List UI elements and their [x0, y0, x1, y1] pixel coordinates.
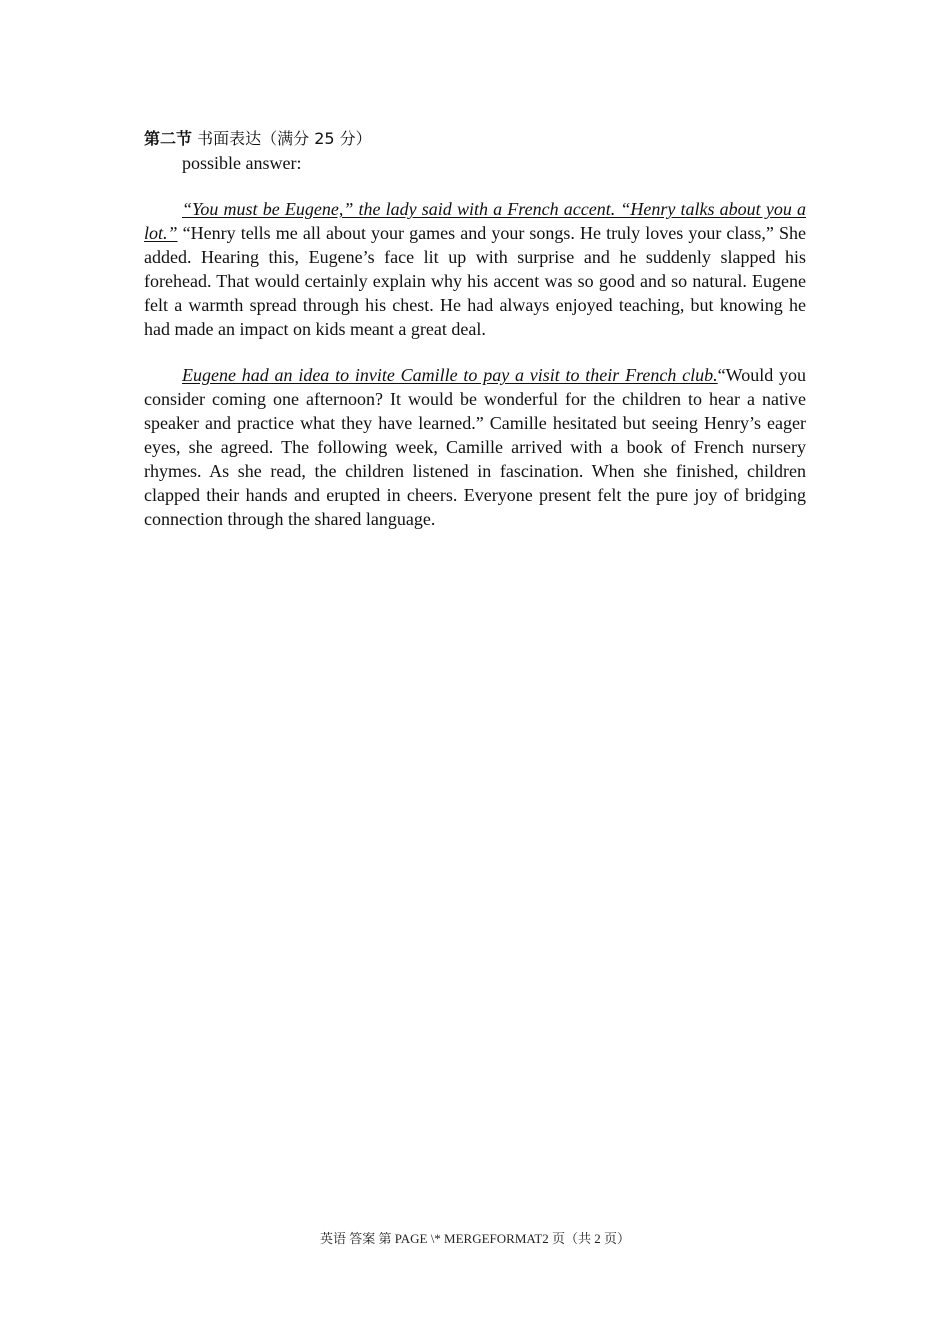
section-number: 第二节: [144, 129, 193, 148]
section-heading: [144, 126, 806, 151]
answer-paragraph-1: [144, 197, 806, 341]
paragraph-2-opening-sentence: Eugene had an idea to invite Camille to pay a visit to their French club.: [182, 365, 718, 385]
answer-paragraph-2: [144, 363, 806, 531]
document-page: [144, 126, 806, 531]
paragraph-2-body: “Would you consider coming one afternoon? It would be wonderful for the children to hear a native speaker and practice what they have learned.” Camille hesitated but seeing Henry’s eager eyes, she agreed. The following week, Camille arrived with a book of French nursery rhymes. As she read, the children listened in fascination. When she finished, children clapped their hands and erupted in cheers. Everyone present felt the pure joy of bridging connection through the shared language.: [144, 365, 806, 529]
answer-label: possible answer:: [182, 153, 302, 173]
paragraph-1-body: “Henry tells me all about your games and your songs. He truly loves your class,” She added. Hearing this, Eugene’s face lit up with surprise and he suddenly slapped his forehead. That would certainly explain why his accent was so good and so natural. Eugene felt a warmth spread through his chest. He had always enjoyed teaching, but knowing he had made an impact on kids meant a great deal.: [144, 223, 806, 339]
paragraph-1-opening-sentence: “You must be Eugene,” the lady said with a French accent. “Henry talks about you a lot.”: [144, 199, 806, 243]
section-title: 书面表达（满分 25 分）: [192, 129, 372, 148]
page-footer: 英语 答案 第 PAGE \* MERGEFORMAT2 页（共 2 页）: [319, 1231, 631, 1246]
